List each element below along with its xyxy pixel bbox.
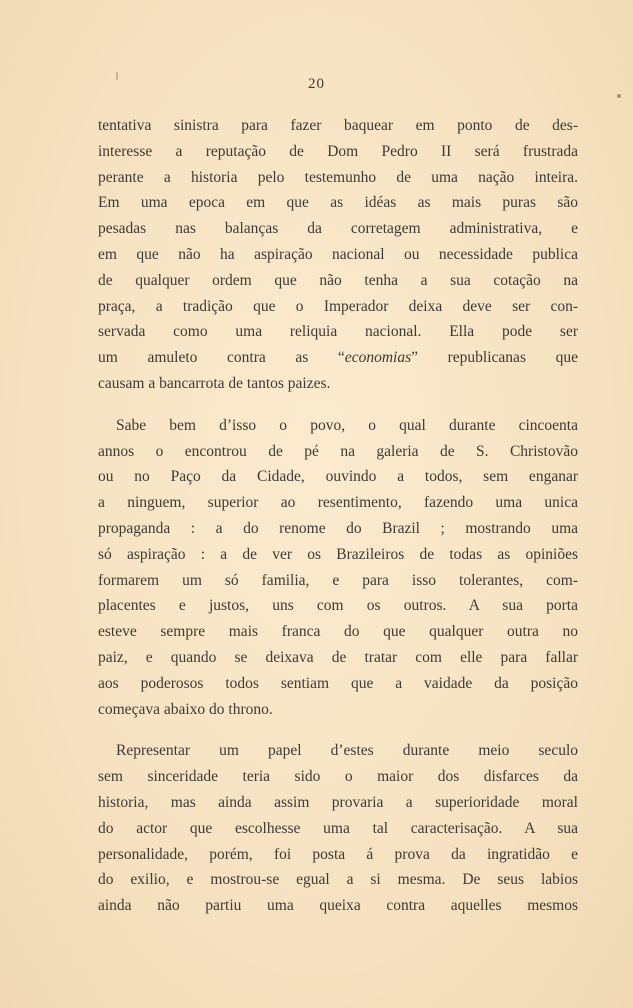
text-line: tentativa sinistra para fazer baquear em ponto de des- [98, 117, 578, 134]
text-line: paiz, e quando se deixava de tratar com elle para fallar [98, 648, 578, 666]
text-line: Sabe bem d’isso o povo, o qual durante cincoenta [116, 416, 578, 434]
text-line: aos poderosos todos sentiam que a vaidade da posição [98, 674, 578, 692]
paragraph-3 [98, 738, 578, 919]
page-speck [617, 94, 621, 98]
text-line: formarem um só familia, e para isso tolerantes, com- [98, 571, 578, 589]
text-line: Representar um papel d’estes durante meio seculo [116, 742, 578, 760]
text-line: do exilio, e mostrou-se egual a si mesma. De seus labios [98, 871, 578, 889]
text-line: sem sinceridade teria sido o maior dos disfarces da [98, 768, 578, 786]
text-line: esteve sempre mais franca do que qualquer outra no [98, 623, 578, 641]
body-text [98, 113, 578, 935]
text-line: placentes e justos, uns com os outros. A sua porta [98, 597, 578, 615]
text-line: causam a bancarrota de tantos paizes. [98, 374, 331, 392]
text-line: propaganda : a do renome do Brazil ; mostrando uma [98, 519, 578, 537]
text-line: perante a historia pelo testemunho de uma nação inteira. [98, 168, 578, 186]
text-line: ou no Paço da Cidade, ouvindo a todos, sem enganar [98, 468, 578, 486]
text-line: de qualquer ordem que não tenha a sua cotação na [98, 271, 578, 289]
text-line: pesadas nas balanças da corretagem administrativa, e [98, 220, 578, 238]
text-line: interesse a reputação de Dom Pedro II será frustrada [98, 142, 578, 160]
paragraph-1 [98, 113, 578, 397]
text-line: em que não ha aspiração nacional ou necessidade publica [98, 245, 578, 263]
text-line: começava abaixo do throno. [98, 700, 273, 718]
text-line: annos o encontrou de pé na galeria de S. Christovão [98, 442, 578, 460]
text-line: um amuleto contra as “economias” republicanas que [98, 349, 578, 367]
paragraph-2 [98, 413, 578, 723]
text-line: Em uma epoca em que as idéas as mais puras são [98, 194, 578, 212]
text-line: do actor que escolhesse uma tal caracterisação. A sua [98, 819, 578, 837]
text-line: personalidade, porém, foi posta á prova da ingratidão e [98, 845, 578, 863]
text-line: servada como uma reliquia nacional. Ella pode ser [98, 323, 578, 341]
text-line: praça, a tradição que o Imperador deixa deve ser con- [98, 297, 578, 315]
text-line: ainda não partiu uma queixa contra aquelles mesmos [98, 897, 578, 915]
text-line: a ninguem, superior ao resentimento, fazendo uma unica [98, 494, 578, 512]
text-line: só aspiração : a de ver os Brazileiros de todas as opiniões [98, 545, 578, 563]
page-number: 20 [308, 76, 325, 92]
text-line: historia, mas ainda assim provaria a superioridade moral [98, 793, 578, 811]
